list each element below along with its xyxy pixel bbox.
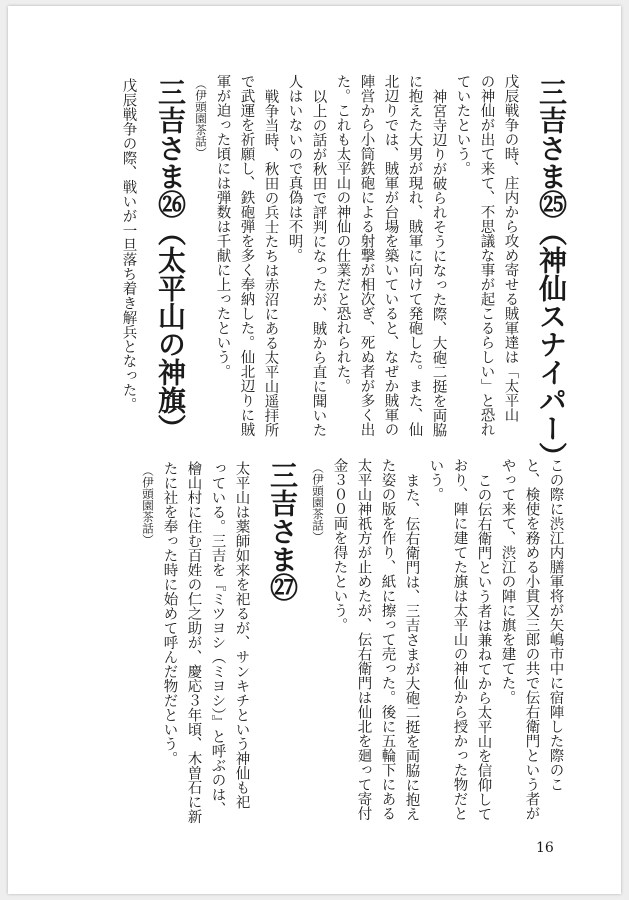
section-27-title: 三吉さま㉗ (266, 461, 299, 601)
section-25-line-12: で武運を祈願し、鉄砲弾を多く奉納した。仙北辺りに賊 (238, 74, 255, 437)
section-26-cont-line-8: た姿の版を作り、紙に擦って売った。後に五輪下にある (379, 458, 396, 821)
section-25-line-13: 軍が迫った頃には弾数は千献に上ったという。 (214, 74, 231, 379)
section-25-title: 三吉さま㉕（神仙スナイパー） (535, 78, 568, 470)
section-26-cont-line-6: いう。 (427, 458, 444, 502)
section-26-cont-line-1: この際に渋江内膳軍将が矢嶋市中に宿陣した際のこ (547, 458, 564, 792)
section-27-source: （伊頭園茶話） (141, 465, 155, 546)
section-26-title: 三吉さま㉖（太平山の神旗） (154, 78, 187, 442)
section-26-cont-line-3: やって来て、渋江の陣に旗を建てた。 (499, 458, 516, 705)
section-25-line-7: 陣営から小筒鉄砲による射撃が相次ぎ、死ぬ者が多く出 (358, 74, 375, 437)
book-page (8, 6, 621, 894)
section-27-line-3: 檜山村に住む百姓の仁之助が、慶応３年頃、木曽石に新 (185, 461, 202, 824)
section-27-line-4: たに社を奉った時に始めて呼んだ物だという。 (161, 461, 178, 766)
section-26-cont-line-7: また、伝右衛門は、三吉さまが大砲二挺を両脇に抱え (403, 473, 420, 821)
section-25-line-8: た。これも太平山の神仙の仕業だと恐れられた。 (334, 74, 351, 393)
section-26-cont-line-2: と、検使を務める小貫又三郎の共で伝右衛門という者が (523, 458, 540, 821)
section-25-line-11: 戦争当時、秋田の兵士たちは赤沼にある太平山遥拝所 (262, 89, 279, 437)
section-26-cont-line-4: この伝右衛門という者は兼ねてから太平山を信仰して (475, 473, 492, 821)
section-25-line-4: 神宮寺辺りが破られそうになった際、大砲二挺を両脇 (430, 89, 447, 437)
section-25-line-1: 戊辰戦争の時、庄内から攻め寄せる賊軍達は「太平山 (502, 74, 519, 422)
page-number: 16 (536, 840, 554, 856)
section-26-cont-line-5: おり、陣に建てた旗は太平山の神仙から授かった物だと (451, 458, 468, 821)
section-27-line-2: っている。三吉を『ミツヨシ（ミヨシ）』と呼ぶのは、 (209, 461, 226, 817)
section-26-cont-line-10: 金３００両を得たという。 (331, 458, 348, 632)
section-25-line-3: ていたという。 (454, 74, 471, 176)
section-25-line-10: 人はいないので真偽は不明。 (286, 74, 303, 263)
section-25-source: （伊頭園茶話） (194, 78, 208, 159)
section-26-line-1: 戊辰戦争の際、戦いが一旦落ち着き解兵となった。 (120, 78, 137, 412)
section-26-source: （伊頭園茶話） (311, 462, 325, 543)
section-27-line-1: 太平山は薬師如来を祀るが、サンキチという神仙も祀 (233, 461, 250, 809)
section-25-line-9: 以上の話が秋田で評判になったが、賊から直に聞いた (310, 89, 327, 437)
section-25-line-6: 北辺りでは、賊軍が台場を築いていると、なぜか賊軍の (382, 74, 399, 437)
section-26-cont-line-9: 太平山神祇方が止めたが、伝右衛門は仙北を廻って寄付 (355, 458, 372, 821)
section-25-line-5: に抱えた大男が現れ、賊軍に向けて発砲した。また、仙 (406, 74, 423, 437)
section-25-line-2: の神仙が出て来て、不思議な事が起こるらしい」と恐れ (478, 74, 495, 437)
